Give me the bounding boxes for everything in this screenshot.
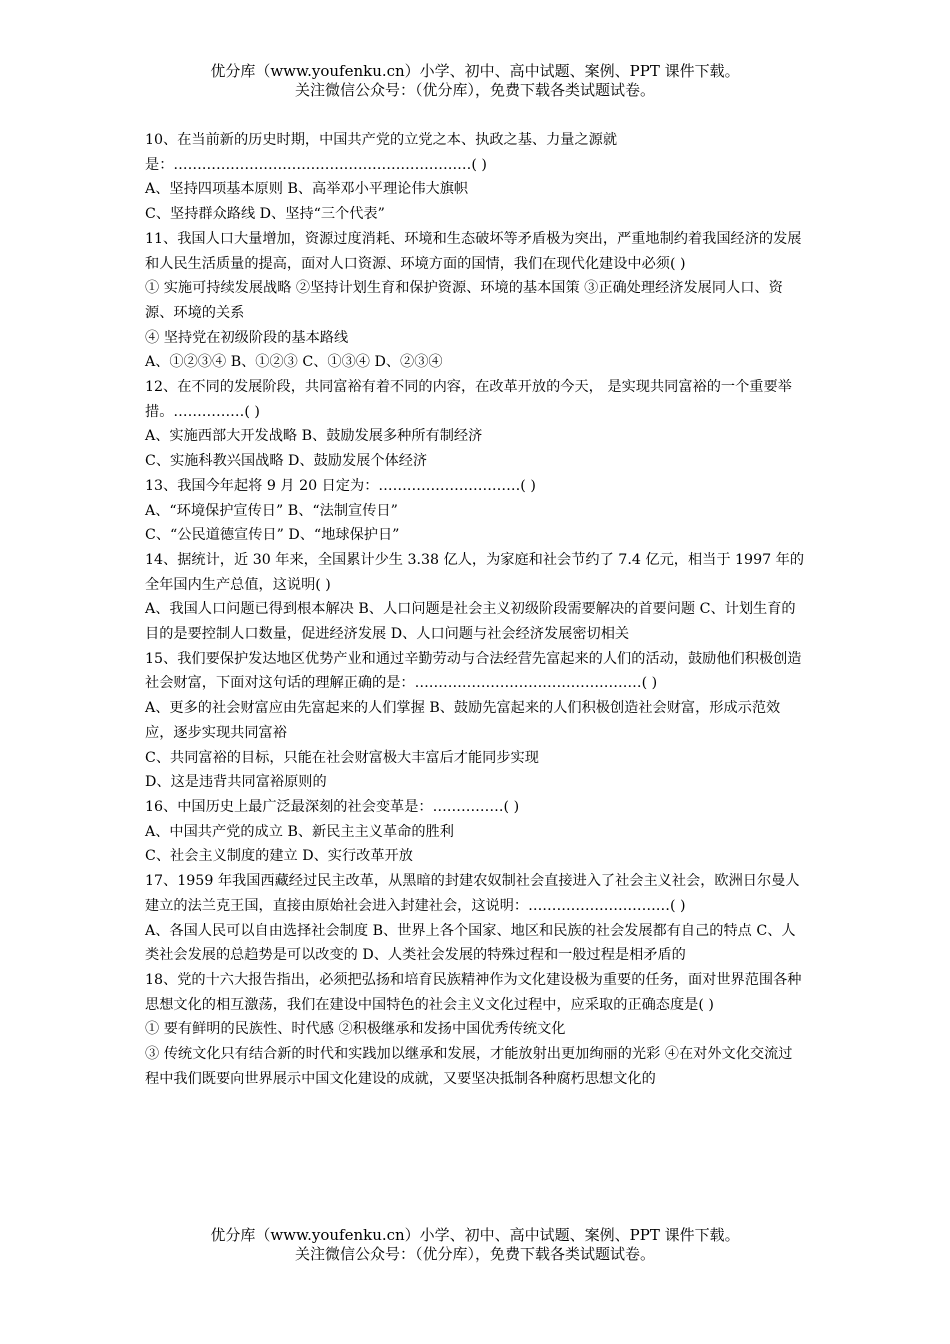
question-18-stem: 18、党的十六大报告指出，必须把弘扬和培育民族精神作为文化建设极为重要的任务，面对世界范围各种思想文化的相互激荡，我们在建设中国特色的社会主义文化过程中，应采取的正确态度是( ): [145, 971, 802, 1013]
question-14-stem: 14、据统计，近 30 年来，全国累计少生 3.38 亿人，为家庭和社会节约了 7.4 亿元，相当于 1997 年的全年国内生产总值，这说明( ): [145, 551, 805, 593]
header-line-2: 关注微信公众号：（优分库），免费下载各类试题试卷。: [294, 81, 655, 99]
page-footer: [0, 1226, 950, 1264]
question-12-options-ab: A、实施西部大开发战略 B、鼓励发展多种所有制经济: [145, 428, 483, 445]
question-18-statements-34: ③ 传统文化只有结合新的时代和实践加以继承和发展，才能放射出更加绚丽的光彩 ④在对外文化交流过程中我们既要向世界展示中国文化建设的成就，又要坚决抵制各种腐朽思想文化的: [145, 1046, 793, 1087]
header-line-1: 优分库（www.youfenku.cn）小学、初中、高中试题、案例、PPT 课件下载。: [210, 62, 740, 80]
question-10-stem: 10、在当前新的历史时期，中国共产党的立党之本、执政之基、力量之源就是：………………………………………………………( ): [145, 132, 618, 173]
question-17-stem: 17、1959 年我国西藏经过民主改革，从黑暗的封建农奴制社会直接进入了社会主义社会，欧洲日尔曼人建立的法兰克王国，直接由原始社会进入封建社会，这说明：…………………………( ): [145, 873, 800, 914]
question-11-options: A、①②③④ B、①②③ C、①③④ D、②③④: [145, 354, 443, 371]
question-10-options-cd: C、坚持群众路线 D、坚持“三个代表”: [145, 206, 385, 223]
question-16-options-ab: A、中国共产党的成立 B、新民主主义革命的胜利: [145, 823, 454, 840]
question-16-options-cd: C、社会主义制度的建立 D、实行改革开放: [145, 848, 413, 865]
question-15-option-c: C、共同富裕的目标，只能在社会财富极大丰富后才能同步实现: [145, 749, 539, 766]
question-14-options: A、我国人口问题已得到根本解决 B、人口问题是社会主义初级阶段需要解决的首要问题 C、计划生育的目的是要控制人口数量，促进经济发展 D、人口问题与社会经济发展密切相关: [145, 601, 796, 643]
question-15-options-ab: A、更多的社会财富应由先富起来的人们掌握 B、鼓励先富起来的人们积极创造社会财富，形成示范效应，逐步实现共同富裕: [145, 700, 781, 741]
question-11-statements: ① 实施可持续发展战略 ②坚持计划生育和保护资源、环境的基本国策 ③正确处理经济发展同人口、资源、环境的关系: [145, 280, 783, 321]
footer-line-2: 关注微信公众号：（优分库），免费下载各类试题试卷。: [294, 1245, 655, 1263]
question-13-options-ab: A、“环境保护宣传日” B、“法制宣传日”: [145, 502, 398, 519]
question-12-stem: 12、在不同的发展阶段，共同富裕有着不同的内容，在改革开放的今天， 是实现共同富裕的一个重要举措。……………( ): [145, 379, 792, 420]
exam-content: [145, 128, 805, 1091]
footer-line-1: 优分库（www.youfenku.cn）小学、初中、高中试题、案例、PPT 课件下载。: [210, 1226, 740, 1244]
question-12-options-cd: C、实施科教兴国战略 D、鼓励发展个体经济: [145, 453, 428, 470]
question-11-stem: 11、我国人口大量增加，资源过度消耗、环境和生态破坏等矛盾极为突出，严重地制约着我国经济的发展和人民生活质量的提高，面对人口资源、环境方面的国情，我们在现代化建设中必须( ): [145, 230, 802, 272]
question-10-options-ab: A、坚持四项基本原则 B、高举邓小平理论伟大旗帜: [145, 181, 469, 198]
question-13-options-cd: C、“公民道德宣传日” D、“地球保护日”: [145, 527, 400, 544]
question-16-stem: 16、中国历史上最广泛最深刻的社会变革是：……………( ): [145, 798, 520, 815]
question-15-option-d: D、这是违背共同富裕原则的: [145, 774, 327, 791]
question-15-stem: 15、我们要保护发达地区优势产业和通过辛勤劳动与合法经营先富起来的人们的活动，鼓励他们积极创造社会财富，下面对这句话的理解正确的是：…………………………………………( ): [145, 650, 802, 692]
question-13-stem: 13、我国今年起将 9 月 20 日定为：…………………………( ): [145, 477, 536, 494]
page-header: [0, 62, 950, 100]
question-18-statements-12: ① 要有鲜明的民族性、时代感 ②积极继承和发扬中国优秀传统文化: [145, 1021, 566, 1038]
question-17-options: A、各国人民可以自由选择社会制度 B、世界上各个国家、地区和民族的社会发展都有自己的特点 C、人类社会发展的总趋势是可以改变的 D、人类社会发展的特殊过程和一般过程是相矛盾的: [145, 922, 796, 964]
question-11-statement-4: ④ 坚持党在初级阶段的基本路线: [145, 329, 349, 346]
